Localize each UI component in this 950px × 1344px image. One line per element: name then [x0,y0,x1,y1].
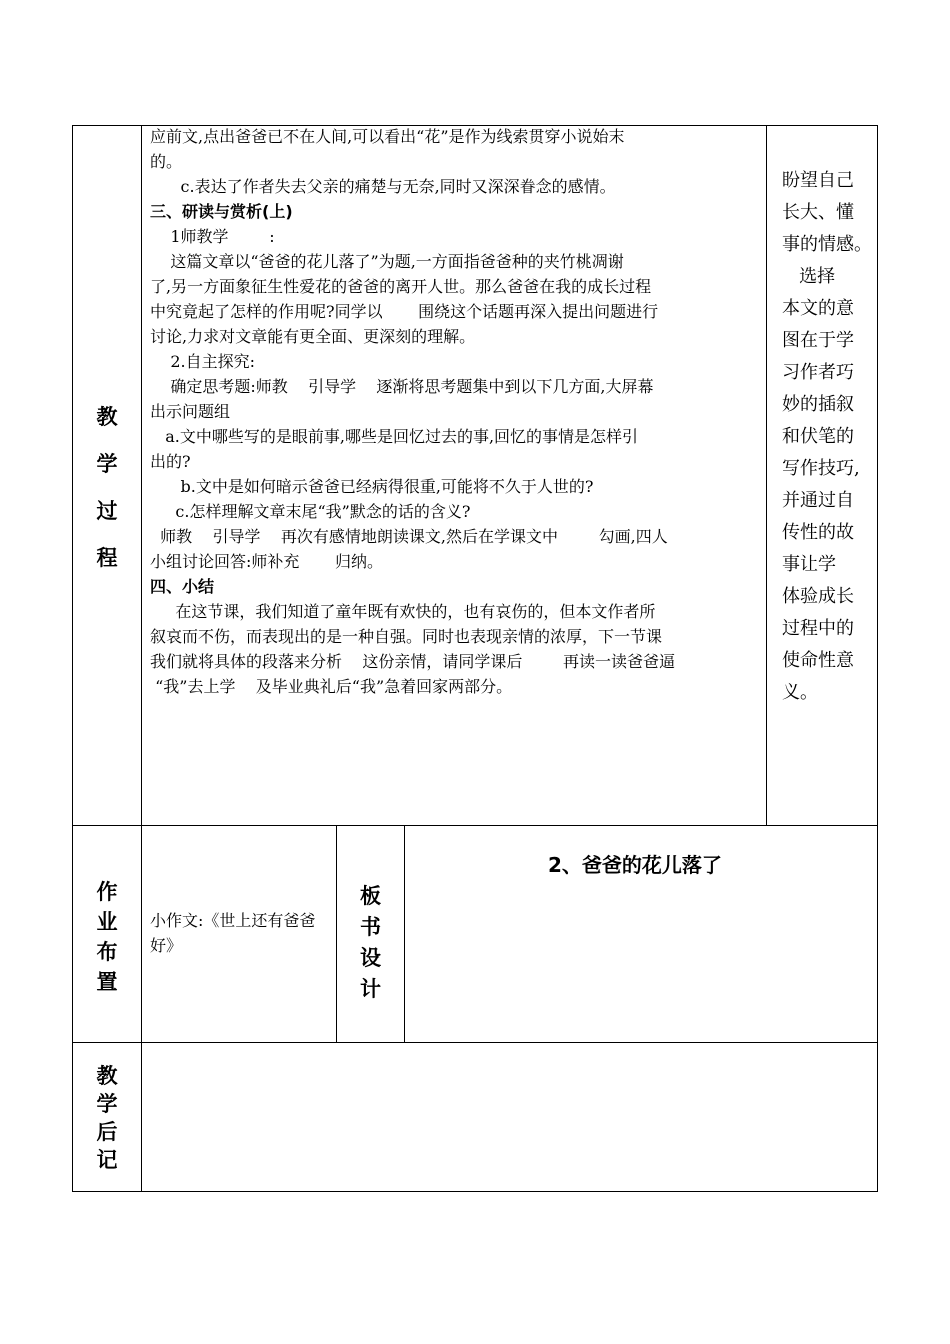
side-column-divider [766,125,767,826]
process-line: 师教 引导学 再次有感情地朗读课文,然后在学课文中 勾画,四人 [150,527,668,546]
label-char: 教 [96,1064,118,1088]
process-line: 了,另一方面象征生性爱花的爸爸的离开人世。那么爸爸在我的成长过程 [150,277,652,296]
process-line: b.文中是如何暗示爸爸已经病得很重,可能将不久于人世的? [150,477,594,496]
side-note-line: 事让学 [782,554,836,575]
process-line: 讨论,力求对文章能有更全面、更深刻的理解。 [150,327,476,346]
table-border-right [877,125,878,1192]
process-line: 1师教学 : [150,227,275,246]
section-heading: 四、小结 [150,577,215,596]
side-note-line: 并通过自 [782,490,854,511]
label-board-design [336,881,405,1005]
side-note-line: 使命性意 [782,650,854,671]
row-divider-homework [72,825,878,826]
label-char: 教 [96,405,118,429]
process-line: 小组讨论回答:师补充 归纳。 [150,552,383,571]
section-heading: 三、研读与赏析(上) [150,202,293,221]
side-note-line: 习作者巧 [782,362,854,383]
label-char: 板 [360,884,381,908]
process-line: 确定思考题:师教 引导学 逐渐将思考题集中到以下几方面,大屏幕 [150,377,654,396]
side-note-line: 体验成长 [782,586,854,607]
label-teaching-reflection [72,1062,142,1174]
label-char: 业 [96,910,118,934]
label-char: 计 [360,977,381,1001]
side-note-line: 写作技巧, [782,458,860,479]
table-border-bottom [72,1191,878,1192]
label-char: 设 [360,946,381,970]
process-line: 出的? [150,452,191,471]
label-char: 学 [96,452,118,476]
label-char: 过 [96,499,118,523]
side-note-line: 长大、懂 [782,202,854,223]
label-char: 布 [96,940,118,964]
process-line: “我”去上学 及毕业典礼后“我”急着回家两部分。 [150,677,513,696]
process-line: 在这节课，我们知道了童年既有欢快的，也有哀伤的，但本文作者所 [150,602,656,621]
label-char: 程 [96,546,118,570]
side-note-line: 图在于学 [782,330,854,351]
label-char: 后 [96,1120,118,1144]
side-note-line: 传性的故 [782,522,854,543]
label-char: 记 [96,1148,118,1172]
side-note-line: 本文的意 [782,298,854,319]
homework-text: 小作文:《世上还有爸爸好》 [150,911,316,955]
table-border-left [72,125,73,1192]
side-note-line: 盼望自己 [782,170,854,191]
label-column-divider [141,125,142,1192]
board-title: 2、爸爸的花儿落了 [548,853,722,877]
process-line: a.文中哪些写的是眼前事,哪些是回忆过去的事,回忆的事情是怎样引 [150,427,639,446]
process-line: c.表达了作者失去父亲的痛楚与无奈,同时又深深眷念的感情。 [150,177,616,196]
side-note-line: 义。 [782,682,818,703]
label-homework [72,877,142,997]
process-line: 应前文,点出爸爸已不在人间,可以看出“花”是作为线索贯穿小说始末 [150,127,625,146]
label-char: 作 [96,880,118,904]
reflection-content [142,1043,877,1191]
label-char: 书 [360,915,381,939]
process-line: c.怎样理解文章末尾“我”默念的话的含义? [150,502,471,521]
process-line: 2.自主探究: [150,352,256,371]
process-line: 中究竟起了怎样的作用呢?同学以 围绕这个话题再深入提出问题进行 [150,302,659,321]
process-line: 我们就将具体的段落来分析 这份亲情，请同学课后 再读一读爸爸逼 [150,652,676,671]
process-line: 出示问题组 [150,402,231,421]
label-char: 置 [96,970,118,994]
process-line: 的。 [150,152,183,171]
label-char: 学 [96,1092,118,1116]
label-teaching-process [72,394,142,582]
side-note-line: 妙的插叙 [782,394,854,415]
side-note-line: 事的情感。 [782,234,872,255]
process-line: 这篇文章以“爸爸的花儿落了”为题,一方面指爸爸种的夹竹桃凋谢 [150,252,624,271]
process-line: 叙哀而不伤，而表现出的是一种自强。同时也表现亲情的浓厚，下一节课 [150,627,663,646]
side-note-line: 和伏笔的 [782,426,854,447]
side-note-line: 选择 [782,266,836,287]
side-note-line: 过程中的 [782,618,854,639]
